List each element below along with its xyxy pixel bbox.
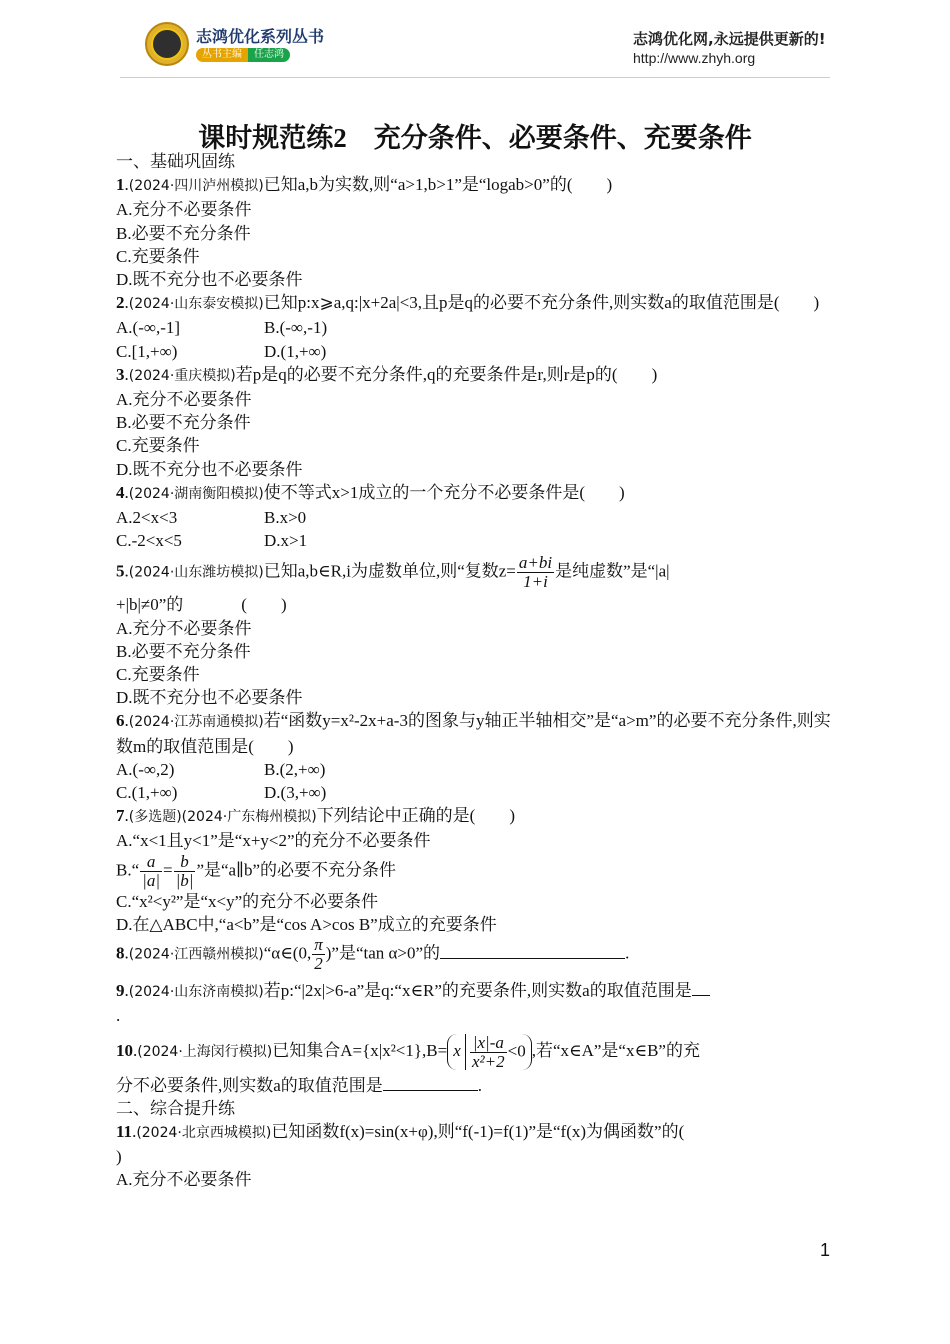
answer-blank[interactable] xyxy=(692,995,710,996)
question-6: 6.(2024·江苏南通模拟)若“函数y=x²-2x+a-3的图象与y轴正半轴相交”是“a>m”的必要不充分条件,则实数m的取值范围是( ) xyxy=(116,711,831,756)
options-row: C.(1,+∞) D.(3,+∞) xyxy=(116,783,327,803)
option-b: B.必要不充分条件 xyxy=(116,413,251,433)
options-row: A.2<x<3 B.x>0 xyxy=(116,508,307,528)
page-header xyxy=(0,0,950,80)
fraction: $\frac{a+bi}{1+i}$ xyxy=(518,553,553,592)
header-divider xyxy=(120,77,830,78)
option-b: B.必要不充分条件 xyxy=(116,223,251,243)
option-c: C.充要条件 xyxy=(116,665,200,685)
options-row: C.-2<x<5 D.x>1 xyxy=(116,531,308,551)
option-b: B.“ $\frac{a}{|a|}$ = $\frac{b}{|b|}$ ”是“a∥b”的必要不充分条件 xyxy=(116,851,396,890)
option-c: C.充要条件 xyxy=(116,436,200,456)
question-11-close: ) xyxy=(116,1147,122,1167)
option-a: A.充分不必要条件 xyxy=(116,618,252,638)
answer-blank[interactable] xyxy=(440,958,625,959)
document-body xyxy=(116,150,836,1192)
question-5: 5.(2024·山东潍坊模拟)已知a,b∈R,i为虚数单位,则“复数z= $\frac{a+bi}{1+i}$ 是纯虚数”是“|a| xyxy=(116,553,670,592)
editor-badge xyxy=(196,48,290,62)
option-c: C.“x²<y²”是“x<y”的充分不必要条件 xyxy=(116,891,379,911)
option-c: C.充要条件 xyxy=(116,246,200,266)
question-1: 1.(2024·四川泸州模拟)已知a,b为实数,则“a>1,b>1”是“logab>0”的( ) xyxy=(116,175,613,195)
answer-blank[interactable] xyxy=(383,1090,478,1091)
question-9-end: . xyxy=(116,1006,121,1026)
option-b: B.必要不充分条件 xyxy=(116,641,251,661)
question-4: 4.(2024·湖南衡阳模拟)使不等式x>1成立的一个充分不必要条件是( ) xyxy=(116,482,625,502)
question-11: 11.(2024·北京西城模拟)已知函数f(x)=sin(x+φ),则“f(-1)=f(1)”是“f(x)为偶函数”的( xyxy=(116,1121,685,1141)
option-a: A.充分不必要条件 xyxy=(116,1170,252,1190)
question-7: 7.(多选题)(2024·广东梅州模拟)下列结论中正确的是( ) xyxy=(116,806,516,826)
option-d: D.既不充分也不必要条件 xyxy=(116,459,303,479)
page-number: 1 xyxy=(820,1240,831,1260)
option-d: D.既不充分也不必要条件 xyxy=(116,270,303,290)
website-link[interactable]: http://www.zhyh.org xyxy=(633,50,756,66)
question-5-cont: +|b|≠0”的 ( ) xyxy=(116,595,287,615)
option-a: A.充分不必要条件 xyxy=(116,390,252,410)
series-name: 志鸿优化系列丛书 xyxy=(196,27,325,46)
options-row: A.(-∞,2) B.(2,+∞) xyxy=(116,759,326,779)
section-heading: 一、基础巩固练 xyxy=(116,152,235,171)
question-2: 2.(2024·山东泰安模拟)已知p:x⩾a,q:|x+2a|<3,且p是q的必要不充分条件,则实数a的取值范围是( ) xyxy=(116,293,820,313)
options-row: C.[1,+∞) D.(1,+∞) xyxy=(116,341,327,361)
option-a: A.“x<1且y<1”是“x+y<2”的充分不必要条件 xyxy=(116,831,431,851)
page-title: 课时规范练2 充分条件、必要条件、充要条件 xyxy=(198,123,752,153)
question-8: 8.(2024·江西赣州模拟)“α∈(0, $\frac{\pi}{2}$ )”是“tan α>0”的 . xyxy=(116,935,630,974)
option-d: D.既不充分也不必要条件 xyxy=(116,688,303,708)
question-10: 10.(2024·上海闵行模拟)已知集合A={x|x²<1},B= x $\frac{|x|-a}{\text{x²+2}}$ <0 ,若“x∈A”是“x∈B”的充 xyxy=(116,1032,700,1071)
option-d: D.在△ABC中,“a<b”是“cos A>cos B”成立的充要条件 xyxy=(116,914,497,934)
option-a: A.充分不必要条件 xyxy=(116,200,252,220)
question-3: 3.(2024·重庆模拟)若p是q的必要不充分条件,q的充要条件是r,则r是p的( ) xyxy=(116,364,658,384)
publisher-logo-icon xyxy=(145,22,189,66)
question-9: 9.(2024·山东济南模拟)若p:“|2x|>6-a”是q:“x∈R”的充要条件,则实数a的取值范围是 xyxy=(116,979,836,1004)
set-builder: x $\frac{|x|-a}{\text{x²+2}}$ <0 xyxy=(447,1034,532,1070)
editor-label: 丛书主编 xyxy=(196,48,248,62)
section-heading: 二、综合提升练 xyxy=(116,1098,235,1118)
slogan: 志鸿优化网,永远提供更新的! xyxy=(633,30,826,48)
editor-name: 任志鸿 xyxy=(248,48,290,62)
options-row: A.(-∞,-1] B.(-∞,-1) xyxy=(116,318,328,338)
question-10-cont: 分不必要条件,则实数a的取值范围是 . xyxy=(116,1075,483,1095)
